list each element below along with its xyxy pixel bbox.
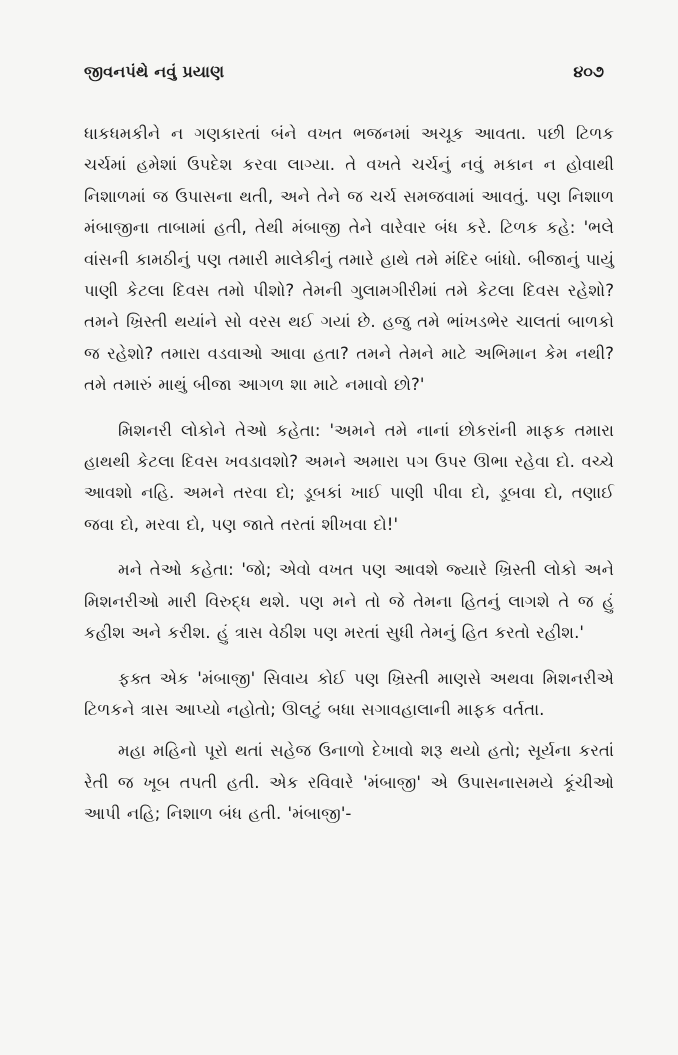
paragraph: મિશનરી લોકોને તેઓ કહેતા: 'અમને તમે નાનાં છોકરાંની માફક તમારા હાથથી કેટલા દિવસ ખવડાવશો? અમને અમારા પગ ઉપર ઊભા રહેવા દો. વચ્ચે આવશો નહિ. અમને તરવા દો; ડૂબકાં ખાઈ પાણી પીવા દો, ડૂબવા દો, તણાઈ જવા દો, મરવા દો, પણ જાતે તરતાં શીખવા દો!': [84, 420, 614, 534]
body-text: [84, 118, 614, 830]
paragraph: મને તેઓ કહેતા: 'જો; એવો વખત પણ આવશે જ્યારે ખ્રિસ્તી લોકો અને મિશનરીઓ મારી વિરુદ્ધ થશે. પણ મને તો જે તેમના હિતનું લાગશે તે જ હું કહીશ અને કરીશ. હું ત્રાસ વેઠીશ પણ મરતાં સુધી તેમનું હિત કરતો રહીશ.': [84, 560, 614, 643]
paragraph: ફક્ત એક 'મંબાજી' સિવાય કોઈ પણ ખ્રિસ્તી માણસે અથવા મિશનરીએ ટિળકને ત્રાસ આપ્યો નહોતો; ઊલટું બધા સગાવહાલાની માફક વર્તતા.: [84, 668, 614, 719]
paragraph: ધાકધમકીને ન ગણકારતાં બંને વખત ભજનમાં અચૂક આવતા. પછી ટિળક ચર્ચમાં હમેશાં ઉપદેશ કરવા લાગ્યા. તે વખતે ચર્ચનું નવું મકાન ન હોવાથી નિશાળમાં જ ઉપાસના થતી, અને તેને જ ચર્ચ સમજવામાં આવતું. પણ નિશાળ મંબાજીના તાબામાં હતી, તેથી મંબાજી તેને વારેવાર બંધ કરે. ટિળક કહે: 'ભલે વાંસની કામઠીનું પણ તમારી માલેકીનું તમારે હાથે તમે મંદિર બાંધો. બીજાનું પાયું પાણી કેટલા દિવસ તમો પીશો? તેમની ગુલામગીરીમાં તમે કેટલા દિવસ રહેશો? તમને ખ્રિસ્તી થયાંને સો વરસ થઈ ગયાં છે. હજુ તમે ભાંખડભેર ચાલતાં બાળકો જ રહેશો? તમારા વડવાઓ આવા હતા? તમને તેમને માટે અભિમાન કેમ નથી? તમે તમારું માથું બીજા આગળ શા માટે નમાવો છો?': [84, 124, 614, 395]
page-number: ૪૦૭: [573, 62, 604, 81]
running-title: જીવનપંથે નવું પ્રયાણ: [84, 62, 225, 81]
paragraph: મહા મહિનો પૂરો થતાં સહેજ ઉનાળો દેખાવો શરૂ થયો હતો; સૂર્યના કરતાં રેતી જ ખૂબ તપતી હતી. એક રવિવારે 'મંબાજી' એ ઉપાસનાસમયે કૂંચીઓ આપી નહિ; નિશાળ બંધ હતી. 'મંબાજી'-: [84, 741, 614, 824]
